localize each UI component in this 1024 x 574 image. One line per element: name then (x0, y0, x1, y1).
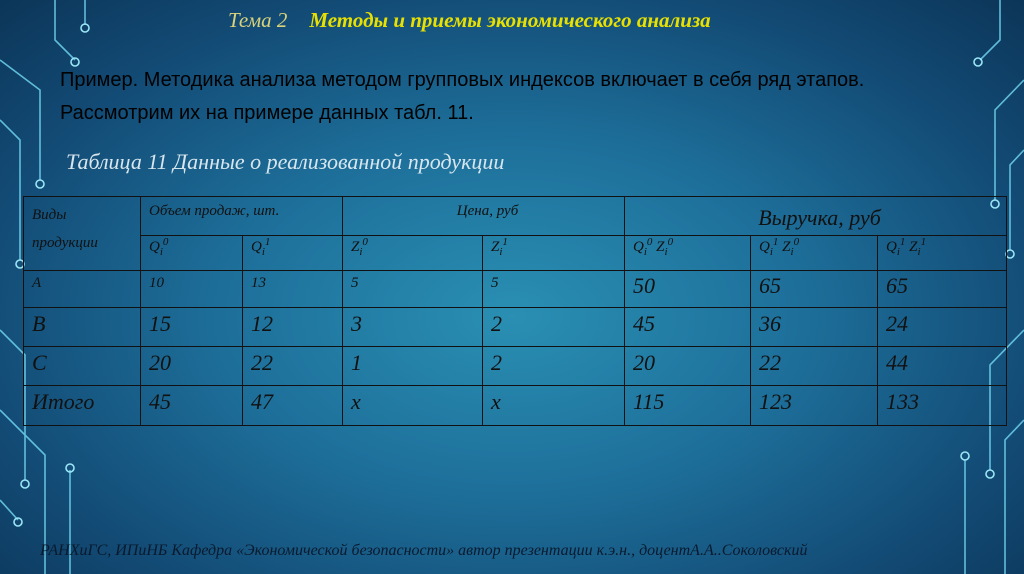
cell-q1: 47 (243, 386, 343, 426)
footer-credits: РАНХиГС, ИПиНБ Кафедра «Экономической безопасности» автор презентации к.э.н., доцентА.А..Соколовский (40, 542, 808, 559)
intro-line-2: Рассмотрим их на примере данных табл. 11. (60, 102, 474, 124)
cell-q0z0: 50 (625, 271, 751, 308)
cell-z1: х (483, 386, 625, 426)
cell-q1: 13 (243, 271, 343, 308)
header-volume: Объем продаж, шт. (141, 197, 343, 236)
cell-q1z1: 44 (878, 347, 1007, 386)
sub-q1z1: $Q_i^1$ $Z_i^1$ (878, 236, 1007, 271)
cell-q1z0: 36 (751, 308, 878, 347)
cell-q0: 20 (141, 347, 243, 386)
cell-q1z1: 24 (878, 308, 1007, 347)
cell-q1z1: 133 (878, 386, 1007, 426)
topic-name: Методы и приемы экономического анализа (309, 8, 711, 32)
cell-z0: х (343, 386, 483, 426)
cell-q1z1: 65 (878, 271, 1007, 308)
sub-q1z0: $Q_i^1$ $Z_i^0$ (751, 236, 878, 271)
cell-q1: 22 (243, 347, 343, 386)
cell-name: Итого (24, 386, 141, 426)
header-product-types (24, 197, 141, 271)
cell-name: В (24, 308, 141, 347)
topic-number: Тема 2 (228, 8, 288, 32)
slide-title (228, 8, 711, 33)
cell-z1: 2 (483, 308, 625, 347)
intro-text (60, 64, 1010, 130)
cell-name: С (24, 347, 141, 386)
sub-z0: $Z_i^0$ (343, 236, 483, 271)
sub-z1: $Z_i^1$ (483, 236, 625, 271)
cell-q1: 12 (243, 308, 343, 347)
sub-q0z0: $Q_i^0$ $Z_i^0$ (625, 236, 751, 271)
header-types-line1: Виды (32, 207, 67, 223)
header-price: Цена, руб (343, 197, 625, 236)
sub-q1: $Q_i^1$ (243, 236, 343, 271)
cell-q0: 15 (141, 308, 243, 347)
header-revenue: Выручка, руб (625, 197, 1007, 236)
cell-z1: 5 (483, 271, 625, 308)
table-row (24, 271, 1007, 308)
cell-q0: 10 (141, 271, 243, 308)
cell-z0: 3 (343, 308, 483, 347)
cell-z0: 5 (343, 271, 483, 308)
cell-q0z0: 20 (625, 347, 751, 386)
cell-q1z0: 65 (751, 271, 878, 308)
cell-q1z0: 123 (751, 386, 878, 426)
table-caption: Таблица 11 Данные о реализованной продукции (66, 149, 505, 174)
sub-q0: $Q_i^0$ (141, 236, 243, 271)
cell-q0: 45 (141, 386, 243, 426)
cell-q0z0: 45 (625, 308, 751, 347)
table-row (24, 308, 1007, 347)
header-types-line2: продукции (32, 235, 98, 251)
table-row (24, 347, 1007, 386)
cell-q0z0: 115 (625, 386, 751, 426)
cell-q1z0: 22 (751, 347, 878, 386)
intro-line-1: Пример. Методика анализа методом групповых индексов включает в себя ряд этапов. (60, 69, 865, 91)
sales-table (23, 196, 1007, 426)
cell-z0: 1 (343, 347, 483, 386)
cell-z1: 2 (483, 347, 625, 386)
table-row-total (24, 386, 1007, 426)
cell-name: А (24, 271, 141, 308)
